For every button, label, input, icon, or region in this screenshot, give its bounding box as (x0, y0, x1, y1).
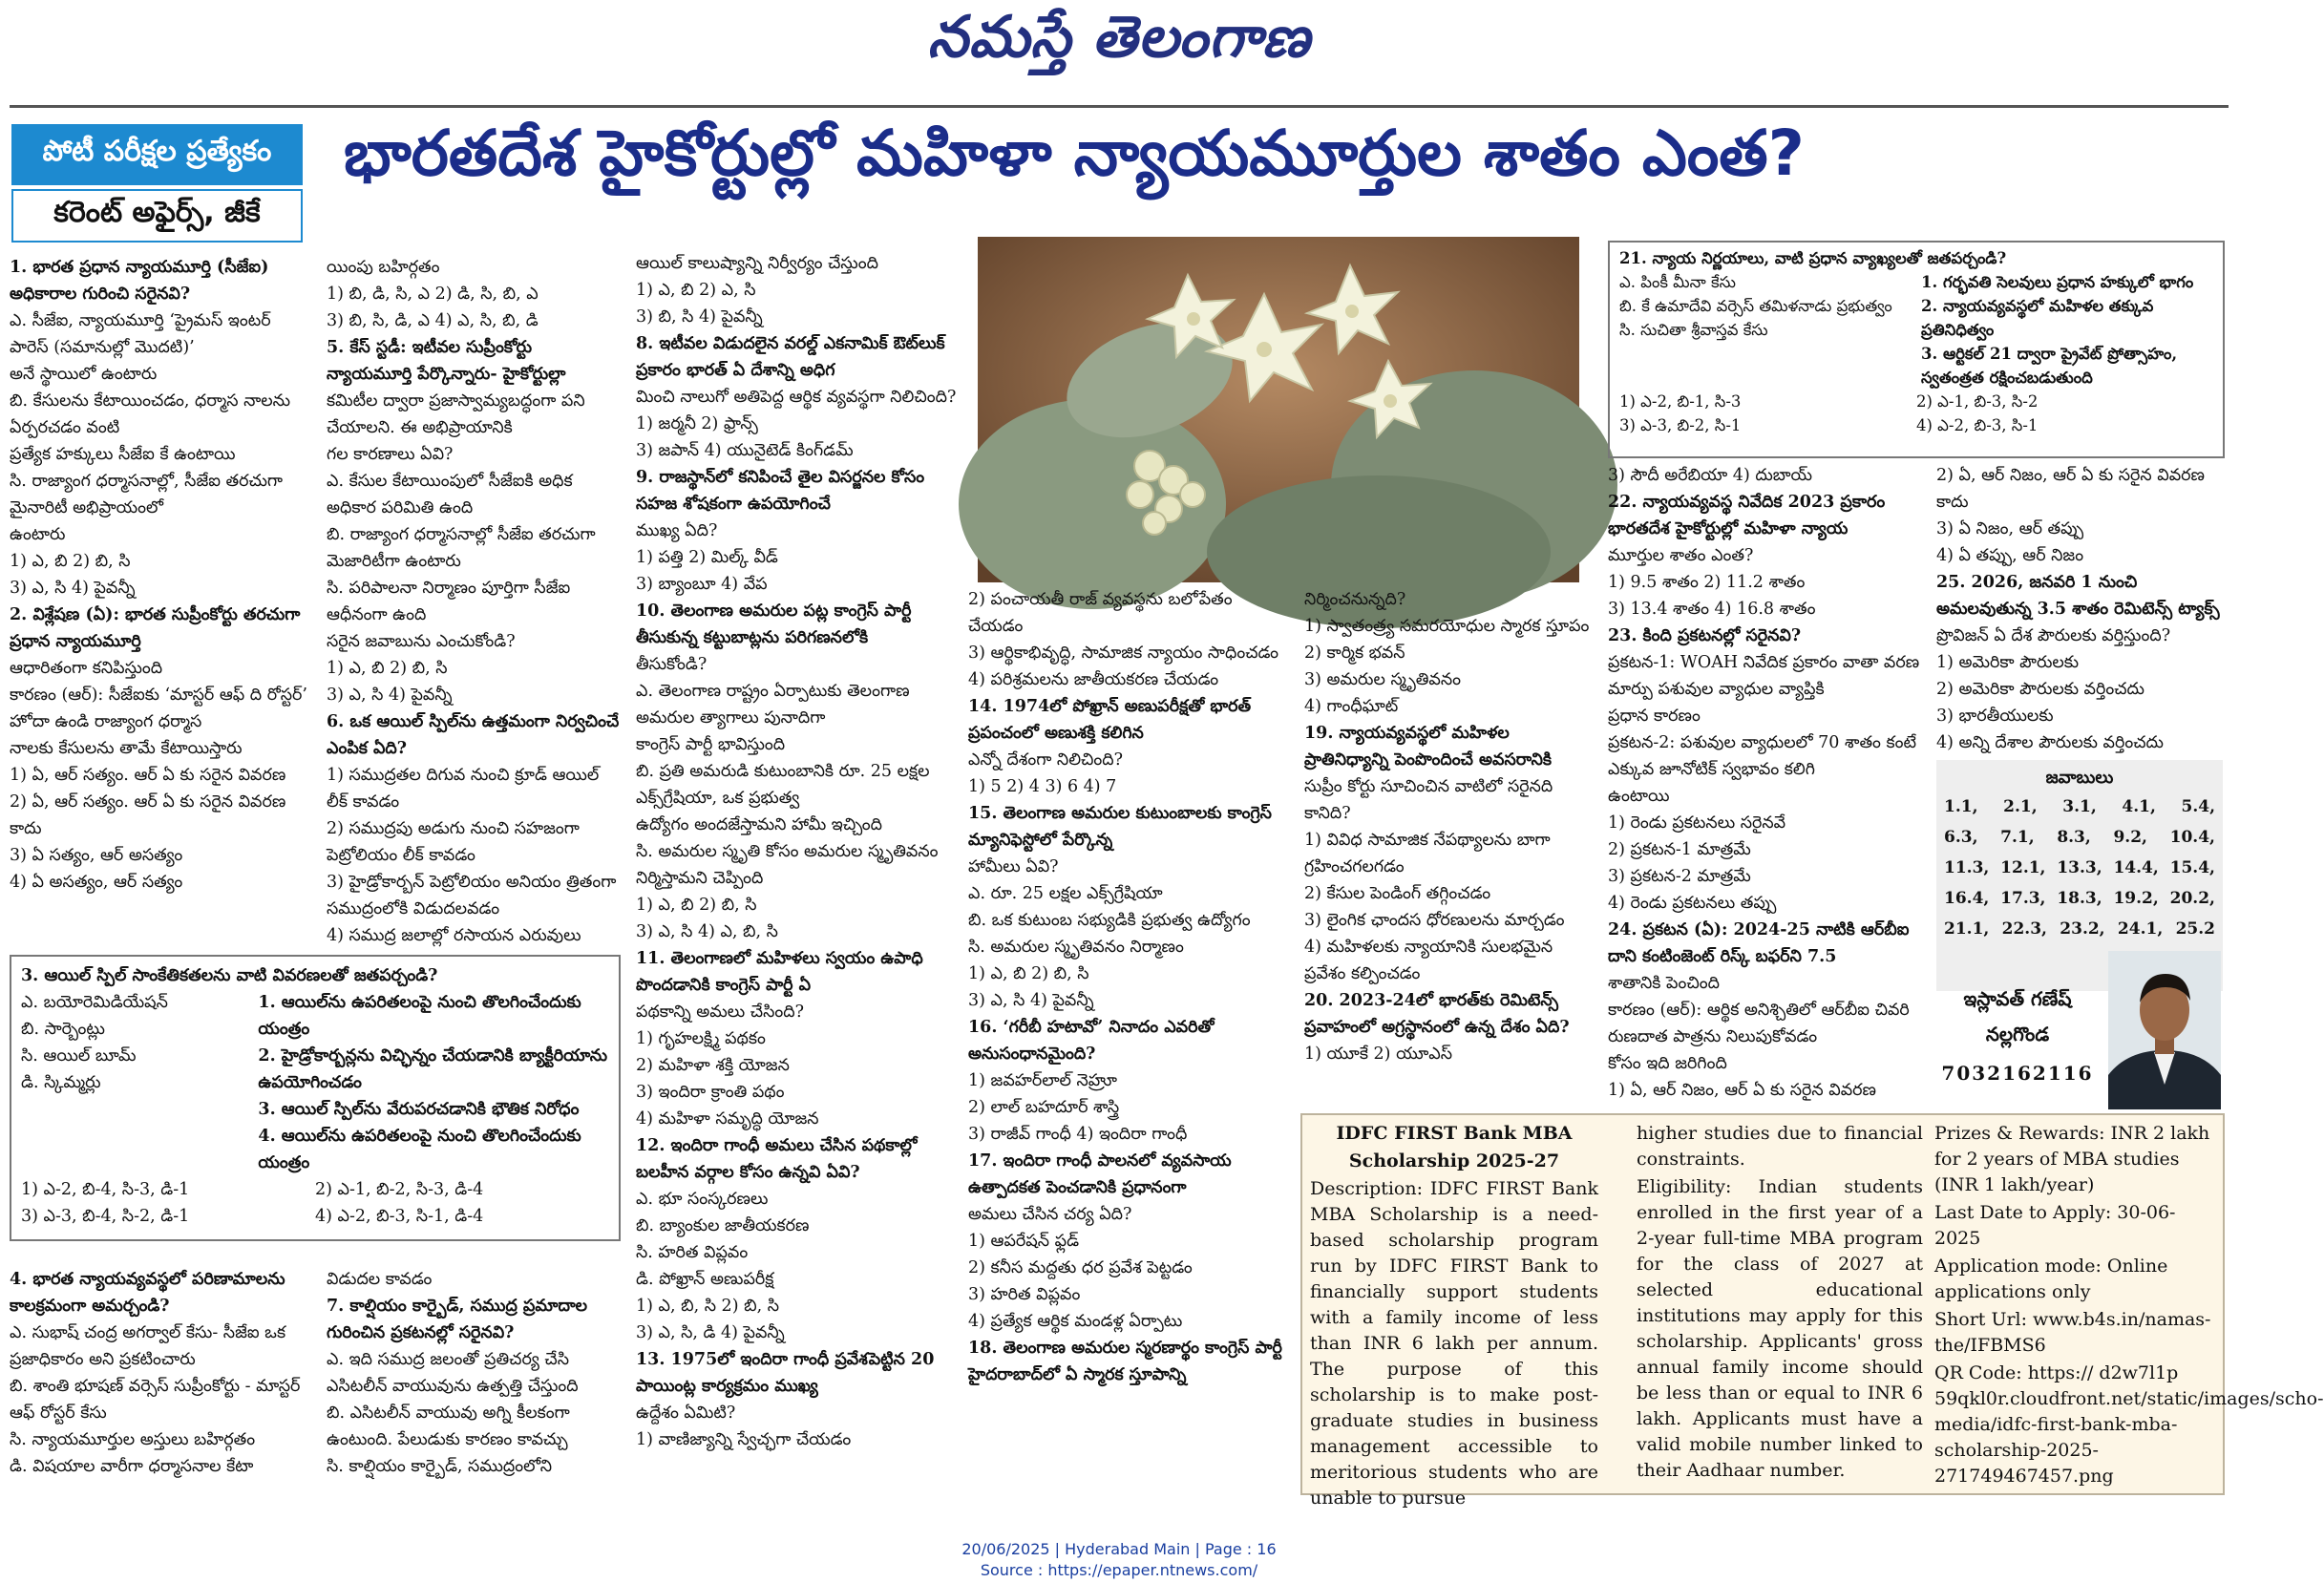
col5-line: 1) స్వాతంత్ర్య సమరయోధుల స్మారక స్తూపం 2) కార్మిక భవన్ (1304, 617, 1590, 663)
col4-line: 1) జవహర్‌లాల్ నెహ్రూ (968, 1071, 1117, 1090)
col3-line: 1) ఎ, బి, సి 2) బి, సి (636, 1297, 779, 1316)
q21-option-line: 4) ఎ-2, బి-3, సి-1 (1916, 416, 2039, 434)
col6-line: 1) 9.5 శాతం 2) 11.2 శాతం (1608, 573, 1806, 592)
q3-option-line: 3) ఎ-3, బి-4, సి-2, డి-1 (21, 1207, 190, 1226)
col2-line: సరైన జవాబును ఎంచుకోండి? (327, 632, 516, 651)
col4-line: ఎన్నో దేశంగా నిలిచింది? (968, 750, 1124, 770)
answer-cell: 9.2, (2113, 828, 2147, 847)
q21-option-line: 3) ఎ-3, బి-2, సి-1 (1619, 416, 1742, 434)
col2b-line: బి. ఎసిటలీన్ వాయువు అగ్ని కీలకంగా ఉంటుంది. పేలుడుకు కారణం కావచ్చు (327, 1404, 570, 1449)
col7-line: 4) ఏ తప్పు, ఆర్ నిజం (1936, 546, 2084, 565)
col3-line: 3) జపాన్ 4) యునైటెడ్ కింగ్‌డమ్ (636, 441, 854, 460)
footer (0, 1539, 2238, 1581)
col2-line: సి. పరిపాలనా నిర్మాణం పూర్తిగా సీజేఐ ఆధీనంగా ఉంది (327, 579, 571, 624)
answers-title: జవాబులు (2045, 768, 2114, 788)
scholarship-text: Description: IDFC FIRST Bank MBA Scholarship is a need-based scholarship program run by IDFC FIRST Bank to financially support students with a family income of less than INR 6 lakh per annum. The purpose of this scholarship is to make post-graduate studies in business management accessible to meritorious students who are unable to pursue (1310, 1178, 1598, 1509)
answer-cell: 6.3, (1944, 828, 1978, 847)
col3-line: ఆయిల్ కాలుష్యాన్ని నిర్వీర్యం చేస్తుంది (636, 254, 878, 273)
col3-line: 1) ఎ, బి 2) బి, సి (636, 896, 757, 915)
q3-option-line: 2) ఎ-1, బి-2, సి-3, డి-4 (315, 1180, 484, 1199)
masthead-title: నమస్తే తెలంగాణ (927, 4, 1311, 71)
q21-left-list (1619, 270, 1912, 390)
col4-line: 18. తెలంగాణ అమరుల స్మరణార్థం కాంగ్రెస్ పార్టీ హైదరాబాద్‌లో ఏ స్మారక స్తూపాన్ని (968, 1339, 1282, 1384)
scholarship-col-3 (1934, 1121, 2324, 1491)
col1b-line: ఎ. సుభాష్ చంద్ర అగర్వాల్ కేసు- సీజేఐ ఒక ప్రజాధికారం అని ప్రకటించారు (10, 1323, 286, 1369)
col6-line: ప్రకటన-2: పశువుల వ్యాధులలో 70 శాతం కంటే ఎక్కువ జూనోటిక్ స్వభావం కలిగి (1608, 733, 1917, 779)
col1-line: ఆధారితంగా కనిపిస్తుంది (10, 659, 163, 678)
col3-line: 4) మహిళా సమృద్ధి యోజన (636, 1109, 819, 1129)
answer-cell: 5.4, (2181, 797, 2215, 816)
headline: భారతదేశ హైకోర్టుల్లో మహిళా న్యాయమూర్తుల శాతం ఎంత? (344, 116, 1805, 190)
q3-option-line: 1) ఎ-2, బి-4, సి-3, డి-1 (21, 1180, 190, 1199)
col6-line: శాతానికి పెంచింది (1608, 974, 1720, 993)
answer-cell: 18.3, (2057, 889, 2102, 908)
col3-line: మించి నాలుగో అతిపెద్ద ఆర్థిక వ్యవస్థగా నిలిచింది? (636, 388, 957, 407)
col3-line: తీసుకోండి? (636, 655, 708, 674)
q21-left-line: ఎ. పింకీ మీనా కేసు (1619, 273, 1736, 291)
col3-line: 1) జర్మనీ 2) ఫ్రాన్స్ (636, 414, 758, 433)
author-photo (2108, 951, 2221, 1109)
col3-line: 8. ఇటీవల విడుదలైన వరల్డ్ ఎకనామిక్ ఔట్‌లుక్ ప్రకారం భారత్ ఏ దేశాన్ని అధిగ (636, 334, 945, 380)
col6-line: 22. న్యాయవ్యవస్థ నివేదిక 2023 ప్రకారం భారతదేశ హైకోర్టుల్లో మహిళా న్యాయ (1608, 493, 1886, 538)
col6-line: కోసం ఇది జరిగింది (1608, 1054, 1727, 1073)
col3-line: 9. రాజస్థాన్‌లో కనిపించే తైల విసర్జనల కోసం సహజ శోషకంగా ఉపయోగించే (636, 468, 925, 514)
col3-line: ఎ. భూ సంస్కరణలు (636, 1190, 769, 1209)
col4-line: సి. అమరుల స్మృతివనం నిర్మాణం (968, 938, 1184, 957)
col5-line: 4) గాంధీఘాట్ (1304, 697, 1399, 716)
scholarship-col-2 (1637, 1121, 1923, 1486)
column-2 (327, 254, 623, 949)
col4-line: 4) పరిశ్రమలను జాతీయకరణ చేయడం (968, 670, 1219, 689)
col2-line: యింపు బహిర్గతం (327, 258, 440, 277)
col1-line: 1) ఏ, ఆర్ సత్యం. ఆర్ ఏ కు సరైన వివరణ (10, 766, 286, 785)
col1-line: బి. కేసులను కేటాయించడం, ధర్మాస నాలను ఏర్పరచడం వంటి (10, 391, 291, 437)
col5-line: 20. 2023-24లో భారత్‌కు రెమిటెన్స్ ప్రవాహంలో అగ్రస్థానంలో ఉన్న దేశం ఏది? (1304, 991, 1570, 1037)
col4-line: 3) ఎ, సి 4) పైవన్నీ (968, 991, 1094, 1010)
col1-line: ఉంటారు (10, 525, 66, 544)
col2b-line: ఎ. ఇది సముద్ర జలంతో ప్రతిచర్య చేసి ఎసిటలీన్ వాయువును ఉత్పత్తి చేస్తుంది (327, 1350, 579, 1396)
col3-line: కాంగ్రెస్ పార్టీ భావిస్తుంది (636, 735, 786, 754)
col3-line: 3) ఇందిరా క్రాంతి పథం (636, 1083, 785, 1102)
col2-line: ఎ. కేసుల కేటాయింపులో సీజేఐకి అధిక అధికార పరిమితి ఉంది (327, 472, 573, 517)
col1-line: ఎ. సీజేఐ, న్యాయమూర్తి ‘ప్రైమస్ ఇంటర్ పారెస్ (సమానుల్లో మొదటి)’ (10, 311, 271, 357)
scholarship-text: higher studies due to financial constraints. (1637, 1123, 1923, 1170)
col2-line: గల కారణాలు ఏవి? (327, 445, 454, 464)
answer-cell: 15.4, (2169, 858, 2215, 877)
col2-line: బి. రాజ్యాంగ ధర్మాసనాల్లో సీజేఐ తరచుగా మెజారిటీగా ఉంటారు (327, 525, 596, 571)
q21-option-line: 1) ఎ-2, బి-1, సి-3 (1619, 392, 1742, 411)
scholarship-text: Prizes & Rewards: INR 2 lakh for 2 years of MBA studies (INR 1 lakh/year) (1934, 1123, 2210, 1195)
col2-line: 2) సముద్రపు అడుగు నుంచి సహజంగా పెట్రోలియం లీక్ కావడం (327, 819, 580, 865)
answer-cell: 12.1, (2000, 858, 2046, 877)
col2-line: కమిటీల ద్వారా ప్రజాస్వామ్యబద్ధంగా పని చేయాలని. ఈ అభిప్రాయానికి (327, 391, 585, 437)
col2-line: 3) బి, సి, డి, ఎ 4) ఎ, సి, బి, డి (327, 311, 539, 330)
col1-line: అనే స్థాయిలో ఉంటారు (10, 365, 158, 384)
col6-line: ప్రకటన-1: WOAH నివేదిక ప్రకారం వాతా వరణ మార్పు పశువుల వ్యాధుల వ్యాప్తికి (1608, 653, 1920, 699)
col1-line: సి. రాజ్యాంగ ధర్మాసనాల్లో, సీజేఐ తరచుగా మైనారిటీ అభిప్రాయంలో (10, 472, 284, 517)
masthead-rule (10, 105, 2229, 108)
q3-right-line: 1. ఆయిల్‌ను ఉపరితలంపై నుంచి తొలగించేందుకు యంత్రం (258, 993, 581, 1039)
scholarship-text: Last Date to Apply: 30-06-2025 (1934, 1202, 2176, 1249)
col4-line: అమలు చేసిన చర్య ఏది? (968, 1205, 1132, 1224)
col1b-line: సి. న్యాయమూర్తుల అస్తులు బహిర్గతం (10, 1430, 256, 1449)
column-7 (1936, 462, 2225, 756)
answer-cell: 14.4, (2113, 858, 2159, 877)
flower-photo (978, 237, 1579, 582)
answers-row (1936, 883, 2223, 914)
col4-line: 1) ఎ, బి 2) బి, సి (968, 964, 1089, 983)
answer-cell: 24.1, (2117, 919, 2164, 939)
col5-line: నిర్మించనున్నది? (1304, 590, 1406, 609)
answer-cell: 23.2, (2060, 919, 2105, 939)
person-photo-icon (2108, 951, 2221, 1109)
col6-line: 3) ప్రకటన-2 మాత్రమే (1608, 867, 1751, 886)
answer-cell: 7.1, (2000, 828, 2035, 847)
col3-line: డి. పోఖ్రాన్ అణుపరీక్ష (636, 1270, 774, 1289)
answer-cell: 13.3, (2057, 858, 2102, 877)
q3-left-line: సి. ఆయిల్ బూమ్ (21, 1046, 137, 1066)
section-subtag: కరెంట్ అఫైర్స్, జీకే (11, 189, 303, 243)
col3-line: ముఖ్య ఏది? (636, 521, 718, 540)
col4-line: 16. ‘గరీబీ హటావో’ నినాదం ఎవరితో అనుసంధానమైంది? (968, 1018, 1215, 1064)
col6-line: 2) ప్రకటన-1 మాత్రమే (1608, 840, 1751, 859)
col6-line: 23. కింది ప్రకటనల్లో సరైనవి? (1608, 626, 1802, 645)
col3-line: 10. తెలంగాణ అమరుల పట్ల కాంగ్రెస్ పార్టీ తీసుకున్న కట్టుబాట్లను పరిగణనలోకి (636, 602, 912, 647)
col7-line: 1) అమెరికా పౌరులకు (1936, 653, 2079, 672)
q3-option-line: 4) ఎ-2, బి-3, సి-1, డి-4 (315, 1207, 484, 1226)
answers-row (1936, 914, 2223, 944)
col4-line: ఎ. రూ. 25 లక్షల ఎక్స్‌గ్రేషియా (968, 884, 1163, 903)
col1b-line: డి. విషయాల వారీగా ధర్మాసనాల కేటా (10, 1457, 254, 1476)
scholarship-text: Application mode: Online applications only (1934, 1256, 2168, 1302)
scholarship-text: Scholarship 2025-27 (1348, 1150, 1560, 1171)
col1-line: 2. విశ్లేషణ (ఏ): భారత సుప్రీంకోర్టు తరచుగా ప్రధాన న్యాయమూర్తి (10, 605, 301, 651)
q21-left-line: బి. కే ఉమాదేవి వర్సెస్ తమిళనాడు ప్రభుత్వం (1619, 297, 1892, 315)
col6-line: 24. ప్రకటన (ఏ): 2024-25 నాటికి ఆర్‌బీఐ దాని కంటింజెంట్ రిస్క్ బఫర్‌ని 7.5 (1608, 920, 1910, 966)
col5-line: 4) మహిళలకు న్యాయానికి సులభమైన ప్రవేశం కల్పించడం (1304, 938, 1553, 983)
col5-line: 2) కేసుల పెండింగ్ తగ్గించడం (1304, 884, 1491, 903)
col3-line: 13. 1975లో ఇందిరా గాంధీ ప్రవేశపెట్టిన 20 పాయింట్ల కార్యక్రమం ముఖ్య (636, 1350, 935, 1396)
scholarship-col-1 (1310, 1121, 1598, 1513)
col5-line: 3) లైంగిక ఛాందస ధోరణులను మార్చడం (1304, 911, 1565, 930)
q21-left-line: సి. సుచితా శ్రీవాస్తవ కేసు (1619, 321, 1768, 339)
col4-line: 3) రాజీవ్ గాంధీ 4) ఇందిరా గాంధీ (968, 1125, 1188, 1144)
col1b-line: 4. భారత న్యాయవ్యవస్థలో పరిణామాలను కాలక్రమంగా అమర్చండి? (10, 1270, 285, 1316)
footer-source: Source : https://epaper.ntnews.com/ (980, 1561, 1258, 1579)
column-6 (1608, 462, 1923, 1104)
col3-line: ఉద్యోగం అందజేస్తామని హామీ ఇచ్చింది (636, 815, 883, 834)
q3-left-line: ఎ. బయోరెమిడియేషన్ (21, 993, 168, 1012)
question-21: 21. న్యాయ నిర్ణయాలు, వాటి ప్రధాన వ్యాఖ్యలతో జతపర్చండి? (1619, 249, 2007, 267)
col3-line: 1) గృహలక్ష్మి పథకం (636, 1029, 766, 1048)
author-name: ఇస్లావత్ గణేష్ (1963, 987, 2072, 1010)
col3-line: సి. అమరుల స్మృతి కోసం అమరుల స్మృతివనం నిర్మిస్తామని చెప్పింది (636, 842, 939, 888)
section-tag: పోటీ పరీక్షల ప్రత్యేకం (11, 124, 303, 185)
col6-line: మూర్తుల శాతం ఎంత? (1608, 546, 1754, 565)
col4-line: 15. తెలంగాణ అమరుల కుటుంబాలకు కాంగ్రెస్ మ్యానిఫెస్టోలో పేర్కొన్న (968, 804, 1272, 850)
q21-right-line: 1. గర్భవతి సెలవులు ప్రధాన హక్కులో భాగం (1921, 273, 2194, 291)
col2-line: 3) ఎ, సి 4) పైవన్నీ (327, 686, 453, 705)
col4-line: 4) ప్రత్యేక ఆర్థిక మండళ్ల ఏర్పాటు (968, 1312, 1183, 1331)
col3-line: 1) ఎ, బి 2) ఎ, సి (636, 281, 756, 300)
answer-cell: 1.1, (1944, 797, 1978, 816)
scholarship-text: Eligibility: Indian students enrolled in the first year of a 2-year full-time MBA program for the class of 2027 at selected educational institutions may apply for this scholarship. Applicants' gross annual family income should be less than or equal to INR 6 lakh. Applicants must have a valid mobile number linked to their Aadhaar number. (1637, 1176, 1923, 1481)
col1-line: 1) ఎ, బి 2) బి, సి (10, 552, 131, 571)
q3-options (21, 1176, 609, 1230)
column-1 (10, 254, 313, 896)
col3-line: 1) వాణిజ్యాన్ని స్వేచ్ఛగా చేయడం (636, 1430, 852, 1449)
col2-line: 1) సముద్రతల దిగువ నుంచి క్రూడ్ ఆయిల్ లీక్ కావడం (327, 766, 600, 812)
col4-line: 1) ఆపరేషన్ ఫ్లడ్ (968, 1232, 1080, 1251)
answer-cell: 2.1, (2003, 797, 2038, 816)
col7-line: 3) భారతీయులకు (1936, 707, 2054, 726)
answer-cell: 21.1, (1944, 919, 1990, 939)
masthead (0, 0, 2238, 100)
col4-line: 1) 5 2) 4 3) 6 4) 7 (968, 777, 1117, 796)
column-2b (327, 1266, 623, 1480)
q21-right-line: 2. న్యాయవ్యవస్థలో మహిళల తక్కువ ప్రతినిధిత్వం (1921, 297, 2154, 339)
q3-right-line: 2. హైడ్రోకార్బన్లను విచ్ఛిన్నం చేయడానికి బ్యాక్టీరియాను ఉపయోగించడం (258, 1046, 608, 1092)
col6-line: ఉంటాయి (1608, 787, 1670, 806)
col4-line: 3) ఆర్థికాభివృద్ధి, సామాజిక న్యాయం సాధించడం (968, 644, 1279, 663)
col5-line: 3) అమరుల స్మృతివనం (1304, 670, 1461, 689)
col2-line: 4) సముద్ర జలాల్లో రసాయన ఎరువులు (327, 926, 581, 945)
col2b-line: సి. కాల్షియం కార్బైడ్, సముద్రంలోని (327, 1457, 552, 1476)
col3-line: 3) బ్యాంబూ 4) వేప (636, 575, 768, 594)
col3-line: 11. తెలంగాణలో మహిళలు స్వయం ఉపాధి పొందడానికి కాంగ్రెస్ పార్టీ ఏ (636, 949, 923, 995)
answers-row (1936, 792, 2223, 822)
col1-line: 3) ఎ, సి 4) పైవన్నీ (10, 579, 136, 598)
author-place: నల్లగొండ (1985, 1023, 2050, 1045)
answers-row (1936, 853, 2223, 883)
q3-left-list (21, 989, 248, 1176)
col3-line: బి. బ్యాంకుల జాతీయకరణ (636, 1216, 810, 1235)
col4-line: 2) పంచాయతీ రాజ్ వ్యవస్థను బలోపేతం చేయడం (968, 590, 1233, 636)
q21-option-line: 2) ఎ-1, బి-3, సి-2 (1916, 392, 2039, 411)
q3-left-line: బి. సార్బెంట్లు (21, 1020, 105, 1039)
col1-line: 2) ఏ, ఆర్ సత్యం. ఆర్ ఏ కు సరైన వివరణ కాదు (10, 792, 286, 838)
col1b-line: బి. శాంతి భూషణ్ వర్సెస్ సుప్రీంకోర్టు - మాస్టర్ ఆఫ్ రోస్టర్ కేసు (10, 1377, 301, 1423)
col4-line: 2) లాల్ బహదూర్ శాస్త్రి (968, 1098, 1120, 1117)
q3-right-line: 4. ఆయిల్‌ను ఉపరితలంపై నుంచి తొలగించేందుకు యంత్రం (258, 1127, 581, 1172)
q3-left-line: డి. స్కిమ్మర్లు (21, 1073, 101, 1092)
footer-dateline: 20/06/2025 | Hyderabad Main | Page : 16 (961, 1540, 1277, 1558)
column-3 (636, 250, 961, 1453)
q21-right-line: 3. ఆర్టికల్ 21 ద్వారా ప్రైవేట్ ప్రోత్సాహం, స్వతంత్రత రక్షించబడుతుంది (1921, 345, 2178, 387)
author-credit (1936, 949, 2223, 1113)
col3-line: ఎ. తెలంగాణ రాష్ట్రం ఏర్పాటుకు తెలంగాణ అమరుల త్యాగాలు పునాదిగా (636, 682, 910, 728)
column-1b (10, 1266, 313, 1480)
col7-line: 2) అమెరికా పౌరులకు వర్తించదు (1936, 680, 2144, 699)
col6-line: కారణం (ఆర్): ఆర్థిక అనిశ్చితిలో ఆర్‌బీఐ చివరి రుణదాత పాత్రను నిలుపుకోవడం (1608, 1001, 1910, 1046)
col5-line: 19. న్యాయవ్యవస్థలో మహిళల ప్రాతినిధ్యాన్ని పెంపొందించే అవసరానికి (1304, 724, 1553, 770)
col3-line: సి. హరిత విప్లవం (636, 1243, 749, 1262)
question-3: 3. ఆయిల్ స్పిల్ సాంకేతికతలను వాటి వివరణలతో జతపర్చండి? (21, 966, 438, 985)
answer-cell: 19.2, (2113, 889, 2159, 908)
question-21-box (1608, 241, 2225, 458)
column-4 (968, 586, 1291, 1388)
col7-line: 25. 2026, జనవరి 1 నుంచి అమలవుతున్న 3.5 శాతం రెమిటెన్స్ ట్యాక్స్ (1936, 573, 2220, 619)
col4-line: 17. ఇందిరా గాంధీ పాలనలో వ్యవసాయ ఉత్పాదకత పెంచడానికి ప్రధానంగా (968, 1151, 1232, 1197)
scholarship-text: IDFC FIRST Bank MBA (1336, 1123, 1573, 1144)
col1-line: 3) ఏ సత్యం, ఆర్ అసత్యం (10, 846, 183, 865)
col2b-line: విడుదల కావడం (327, 1270, 433, 1289)
col4-line: 3) హరిత విప్లవం (968, 1285, 1081, 1304)
col5-line: 1) యూకే 2) యూఎస్ (1304, 1045, 1452, 1064)
answer-cell: 22.3, (2001, 919, 2047, 939)
col2-line: 1) ఎ, బి 2) బి, సి (327, 659, 448, 678)
answer-cell: 17.3, (2000, 889, 2046, 908)
col3-line: 3) బి, సి 4) పైవన్నీ (636, 307, 763, 327)
answer-cell: 16.4, (1944, 889, 1990, 908)
col1-line: ప్రత్యేక హక్కులు సీజేఐ కే ఉంటాయి (10, 445, 236, 464)
col7-line: 3) ఏ నిజం, ఆర్ తప్పు (1936, 519, 2084, 538)
col6-line: 1) ఏ, ఆర్ నిజం, ఆర్ ఏ కు సరైన వివరణ (1608, 1081, 1876, 1100)
column-5 (1304, 586, 1591, 1067)
col3-line: 2) మహిళా శక్తి యోజన (636, 1056, 790, 1075)
col3-line: 12. ఇందిరా గాంధీ అమలు చేసిన పథకాల్లో బలహీన వర్గాల కోసం ఉన్నవి ఏవి? (636, 1136, 918, 1182)
col3-line: 1) పత్తి 2) మిల్క్ వీడ్ (636, 548, 778, 567)
q21-right-list (1921, 270, 2213, 390)
q3-right-list (258, 989, 609, 1176)
col1-line: కారణం (ఆర్): సీజేఐకు ‘మాస్టర్ ఆఫ్ ది రోస్టర్’ హోదా ఉండి రాజ్యాంగ ధర్మాస (10, 686, 307, 731)
answers-grid (1936, 792, 2223, 944)
scholarship-text: Short Url: www.b4s.in/namas-the/IFBMS6 (1934, 1309, 2211, 1356)
q3-right-line: 3. ఆయిల్ స్పిల్‌ను వేరుపరచడానికి భౌతిక నిరోధం (258, 1100, 580, 1119)
col3-line: 3) ఎ, సి, డి 4) పైవన్నీ (636, 1323, 785, 1342)
col3-line: 3) ఎ, సి 4) ఎ, బి, సి (636, 922, 778, 941)
q21-options (1619, 390, 2213, 437)
col3-line: బి. ప్రతి అమరుడి కుటుంబానికి రూ. 25 లక్షల ఎక్స్‌గ్రేషియా, ఒక ప్రభుత్వ (636, 762, 930, 808)
col4-line: హామీలు ఏవి? (968, 857, 1059, 876)
col1-line: నాలకు కేసులను తామే కేటాయిస్తారు (10, 739, 243, 758)
answer-cell: 3.1, (2062, 797, 2097, 816)
col6-line: ప్రధాన కారణం (1608, 707, 1701, 726)
col2-line: 5. కేస్ స్టడీ: ఇటీవల సుప్రీంకోర్టు న్యాయమూర్తి పేర్కొన్నారు- హైకోర్టుల్లా (327, 338, 566, 384)
answer-cell: 20.2, (2169, 889, 2215, 908)
answer-cell: 4.1, (2122, 797, 2156, 816)
col6-line: 3) 13.4 శాతం 4) 16.8 శాతం (1608, 600, 1816, 619)
answers-row (1936, 822, 2223, 853)
answer-cell: 8.3, (2057, 828, 2091, 847)
col2b-line: 7. కాల్షియం కార్బైడ్, సముద్ర ప్రమాదాల గురించిన ప్రకటనల్లో సరైనవి? (327, 1297, 588, 1342)
col6-line: 4) రెండు ప్రకటనలు తప్పు (1608, 894, 1777, 913)
question-3-box (10, 955, 621, 1241)
col4-line: బి. ఒక కుటుంబ సభ్యుడికి ప్రభుత్వ ఉద్యోగం (968, 911, 1251, 930)
col7-line: 4) అన్ని దేశాల పౌరులకు వర్తించదు (1936, 733, 2164, 752)
answer-cell: 11.3, (1944, 858, 1990, 877)
col1-line: 1. భారత ప్రధాన న్యాయమూర్తి (సీజేఐ) అధికారాల గురించి సరైనవి? (10, 258, 269, 304)
col7-line: ప్రొవిజన్ ఏ దేశ పౌరులకు వర్తిస్తుంది? (1936, 626, 2171, 645)
col4-line: 2) కనీస మద్దతు ధర ప్రవేశ పెట్టడం (968, 1258, 1193, 1277)
col3-line: ఉద్దేశం ఏమిటి? (636, 1404, 736, 1423)
col6-line: 3) సౌదీ అరేబియా 4) దుబాయ్ (1608, 466, 1813, 485)
col4-line: 14. 1974లో పోఖ్రాన్ అణుపరీక్షతో భారత్ ప్రపంచంలో అణుశక్తి కలిగిన (968, 697, 1252, 743)
scholarship-box (1300, 1113, 2324, 1509)
author-phone: 7032162116 (1941, 1062, 2094, 1085)
milkweed-flower-image (978, 237, 1579, 582)
col5-line: సుప్రీం కోర్టు సూచించిన వాటిలో సరైనది కానిది? (1304, 777, 1553, 823)
answer-cell: 10.4, (2169, 828, 2215, 847)
scholarship-text: QR Code: https:// d2w7l1p 59qkl0r.cloudfront.net/static/images/scho-media/idfc-first-bank-mba-scholarship-2025-271749467457.png (1934, 1362, 2324, 1487)
col2-line: 1) బి, డి, సి, ఎ 2) డి, సి, బి, ఎ (327, 285, 539, 304)
col5-line: 1) వివిధ సామాజిక నేపథ్యాలను బాగా గ్రహించగలగడం (1304, 831, 1551, 876)
col6-line: 1) రెండు ప్రకటనలు సరైనవే (1608, 813, 1786, 833)
col2-line: 3) హైడ్రోకార్బన్ పెట్రోలియం అనియం త్రితంగా సముద్రంలోకి విడుదలవడం (327, 873, 617, 918)
col3-line: పథకాన్ని అమలు చేసింది? (636, 1003, 804, 1022)
col1-line: 4) ఏ అసత్యం, ఆర్ సత్యం (10, 873, 183, 892)
answer-cell: 25.2 (2175, 919, 2215, 939)
col2-line: 6. ఒక ఆయిల్ స్పిల్‌ను ఉత్తమంగా నిర్వచించే ఎంపిక ఏది? (327, 712, 620, 758)
col7-line: 2) ఏ, ఆర్ నిజం, ఆర్ ఏ కు సరైన వివరణ కాదు (1936, 466, 2205, 512)
